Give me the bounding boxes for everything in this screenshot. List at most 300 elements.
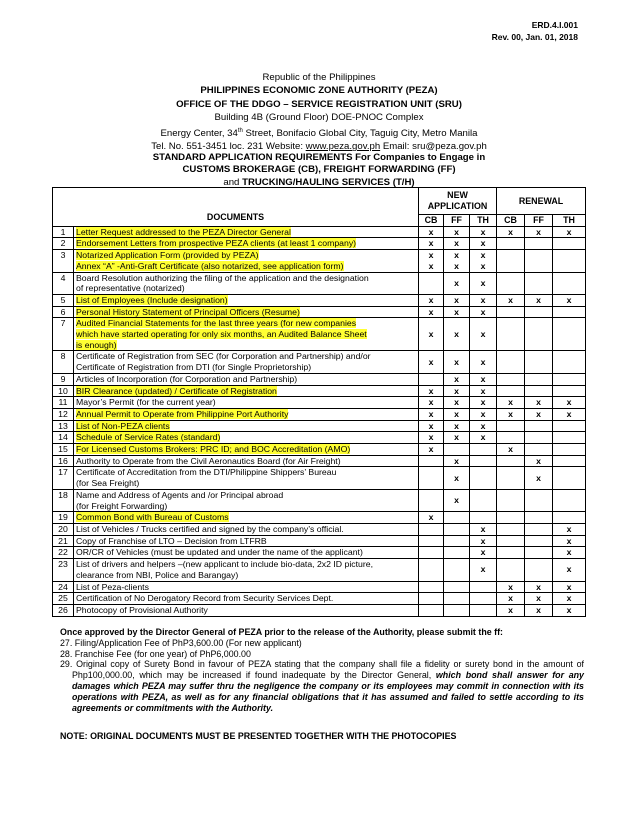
mark-th-new bbox=[470, 489, 497, 511]
mark-ff-new: x bbox=[444, 432, 470, 444]
email-link[interactable]: sru@peza.gov.ph bbox=[412, 141, 487, 153]
footer-section bbox=[60, 627, 584, 713]
mark-th-renewal: x bbox=[553, 294, 586, 306]
mark-th-new bbox=[470, 512, 497, 524]
row-number: 9 bbox=[53, 373, 74, 385]
mark-cb-new bbox=[419, 581, 444, 593]
requirement-description bbox=[74, 238, 419, 250]
requirement-description bbox=[74, 432, 419, 444]
mark-th-new: x bbox=[470, 523, 497, 535]
mark-ff-new: x bbox=[444, 455, 470, 467]
requirement-text-line: Mayor’s Permit (for the current year) bbox=[76, 397, 216, 408]
requirement-description bbox=[74, 397, 419, 409]
mark-th-new bbox=[470, 593, 497, 605]
row-number: 11 bbox=[53, 397, 74, 409]
row-number: 22 bbox=[53, 547, 74, 559]
requirement-description bbox=[74, 535, 419, 547]
mark-cb-renewal: x bbox=[497, 408, 525, 420]
mark-cb-renewal: x bbox=[497, 294, 525, 306]
requirement-text-line: Authority to Operate from the Civil Aeronautics Board (for Air Freight) bbox=[76, 455, 341, 466]
mark-th-renewal: x bbox=[553, 559, 586, 581]
mark-cb-renewal bbox=[497, 272, 525, 294]
mark-th-new: x bbox=[470, 420, 497, 432]
mark-ff-new: x x bbox=[444, 250, 470, 272]
mark-cb-renewal bbox=[497, 523, 525, 535]
requirement-text-line: For Licensed Customs Brokers: PRC ID; and BOC Accreditation (AMO) bbox=[76, 444, 351, 455]
table-row bbox=[53, 420, 586, 432]
mark-th-new bbox=[470, 444, 497, 456]
mark-cb-new bbox=[419, 535, 444, 547]
mark-cb-renewal: x bbox=[497, 604, 525, 616]
mark-cb-new: x bbox=[419, 226, 444, 238]
row-number: 1 bbox=[53, 226, 74, 238]
table-row bbox=[53, 373, 586, 385]
row-number: 19 bbox=[53, 512, 74, 524]
mark-cb-new bbox=[419, 455, 444, 467]
col-th-new: TH bbox=[470, 215, 497, 227]
mark-ff-new: x bbox=[444, 373, 470, 385]
mark-cb-new: x bbox=[419, 512, 444, 524]
mark-th-new: x bbox=[470, 559, 497, 581]
mark-cb-renewal bbox=[497, 467, 525, 489]
requirement-text-line: Audited Financial Statements for the last three years (for new companies bbox=[76, 318, 357, 329]
row-number: 23 bbox=[53, 559, 74, 581]
mark-cb-new: x bbox=[419, 385, 444, 397]
mark-cb-renewal bbox=[497, 420, 525, 432]
mark-th-new: x bbox=[470, 318, 497, 351]
requirement-text-line: Certificate of Registration from SEC (for Corporation and Partnership) and/or bbox=[76, 351, 371, 362]
table-row bbox=[53, 306, 586, 318]
mark-ff-renewal bbox=[525, 351, 553, 373]
mark-th-new: x bbox=[470, 432, 497, 444]
mark-cb-new: x bbox=[419, 397, 444, 409]
requirement-description bbox=[74, 512, 419, 524]
table-row bbox=[53, 444, 586, 456]
mark-ff-new: x bbox=[444, 306, 470, 318]
row-number: 25 bbox=[53, 593, 74, 605]
mark-th-new bbox=[470, 604, 497, 616]
table-row bbox=[53, 559, 586, 581]
mark-ff-new bbox=[444, 547, 470, 559]
mark-ff-renewal: x bbox=[525, 397, 553, 409]
col-ff-renewal: FF bbox=[525, 215, 553, 227]
mark-cb-renewal bbox=[497, 351, 525, 373]
mark-ff-renewal bbox=[525, 489, 553, 511]
row-number: 12 bbox=[53, 408, 74, 420]
mark-cb-renewal bbox=[497, 306, 525, 318]
requirement-text-line: List of Non-PEZA clients bbox=[76, 420, 170, 431]
requirement-text-line: Schedule of Service Rates (standard) bbox=[76, 432, 221, 443]
mark-cb-new: x bbox=[419, 351, 444, 373]
requirement-description bbox=[74, 547, 419, 559]
mark-cb-renewal bbox=[497, 535, 525, 547]
table-row bbox=[53, 535, 586, 547]
mark-cb-new bbox=[419, 489, 444, 511]
mark-cb-new bbox=[419, 593, 444, 605]
mark-cb-renewal bbox=[497, 559, 525, 581]
mark-ff-renewal: x bbox=[525, 604, 553, 616]
mark-cb-new: x bbox=[419, 432, 444, 444]
requirement-text-line: which have started operating for only six months, an Audited Balance Sheet bbox=[76, 329, 367, 340]
title-line-2: CUSTOMS BROKERAGE (CB), FREIGHT FORWARDING (FF) bbox=[182, 164, 456, 176]
mark-cb-new bbox=[419, 559, 444, 581]
table-row bbox=[53, 593, 586, 605]
requirement-description bbox=[74, 373, 419, 385]
mark-th-new: x bbox=[470, 226, 497, 238]
mark-th-renewal: x bbox=[553, 226, 586, 238]
mark-cb-renewal bbox=[497, 373, 525, 385]
mark-ff-new: x bbox=[444, 272, 470, 294]
mark-ff-new bbox=[444, 444, 470, 456]
mark-ff-renewal bbox=[525, 318, 553, 351]
mark-th-renewal bbox=[553, 489, 586, 511]
building-line: Building 4B (Ground Floor) DOE-PNOC Complex bbox=[214, 112, 424, 124]
mark-cb-renewal bbox=[497, 432, 525, 444]
row-number: 2 bbox=[53, 238, 74, 250]
requirement-description bbox=[74, 467, 419, 489]
address-superscript: th bbox=[237, 127, 243, 134]
mark-ff-new bbox=[444, 559, 470, 581]
table-row bbox=[53, 547, 586, 559]
republic-line: Republic of the Philippines bbox=[262, 72, 376, 83]
requirements-table bbox=[52, 187, 586, 617]
table-row bbox=[53, 581, 586, 593]
row-number: 6 bbox=[53, 306, 74, 318]
mark-th-renewal: x bbox=[553, 593, 586, 605]
office-name: OFFICE OF THE DDGO – SERVICE REGISTRATION UNIT (SRU) bbox=[176, 98, 462, 110]
mark-th-renewal: x bbox=[553, 535, 586, 547]
mark-cb-renewal bbox=[497, 238, 525, 250]
mark-th-new: x x bbox=[470, 250, 497, 272]
mark-cb-new: x bbox=[419, 294, 444, 306]
table-row bbox=[53, 250, 586, 272]
table-row bbox=[53, 318, 586, 351]
mark-th-renewal bbox=[553, 385, 586, 397]
requirement-description bbox=[74, 306, 419, 318]
mark-th-new: x bbox=[470, 306, 497, 318]
mark-ff-renewal: x bbox=[525, 581, 553, 593]
mark-cb-renewal: x bbox=[497, 581, 525, 593]
row-number: 16 bbox=[53, 455, 74, 467]
mark-cb-new: x bbox=[419, 420, 444, 432]
col-cb-renewal: CB bbox=[497, 215, 525, 227]
mark-th-new bbox=[470, 455, 497, 467]
table-row bbox=[53, 523, 586, 535]
title-line-3-prefix: and bbox=[223, 176, 243, 188]
mark-th-new bbox=[470, 467, 497, 489]
mark-th-renewal: x bbox=[553, 523, 586, 535]
requirement-text-line: Notarized Application Form (provided by PEZA) bbox=[76, 250, 259, 261]
mark-th-new: x bbox=[470, 272, 497, 294]
row-number: 5 bbox=[53, 294, 74, 306]
authority-name: PHILIPPINES ECONOMIC ZONE AUTHORITY (PEZA) bbox=[200, 85, 438, 97]
mark-cb-new bbox=[419, 604, 444, 616]
mark-ff-renewal bbox=[525, 523, 553, 535]
mark-th-renewal bbox=[553, 272, 586, 294]
requirements-body bbox=[53, 226, 586, 616]
mark-th-renewal bbox=[553, 512, 586, 524]
requirement-text-line: Copy of Franchise of LTO – Decision from LTFRB bbox=[76, 535, 267, 546]
mark-ff-new bbox=[444, 581, 470, 593]
mark-cb-renewal bbox=[497, 385, 525, 397]
requirement-text-line: List of Employees (Include designation) bbox=[76, 294, 228, 305]
item-28: 28. Franchise Fee (for one year) of PhP6,000.00 bbox=[60, 648, 251, 659]
table-row bbox=[53, 489, 586, 511]
requirement-text-line: List of Peza-clients bbox=[76, 581, 149, 592]
mark-ff-renewal bbox=[525, 512, 553, 524]
row-number: 13 bbox=[53, 420, 74, 432]
requirement-description bbox=[74, 294, 419, 306]
mark-cb-new: x bbox=[419, 238, 444, 250]
mark-th-renewal: x bbox=[553, 408, 586, 420]
mark-th-renewal: x bbox=[553, 547, 586, 559]
requirement-text-line: Annual Permit to Operate from Philippine Port Authority bbox=[76, 408, 289, 419]
mark-cb-renewal: x bbox=[497, 397, 525, 409]
requirement-text-line: Endorsement Letters from prospective PEZA clients (at least 1 company) bbox=[76, 238, 357, 249]
requirement-description bbox=[74, 581, 419, 593]
letterhead bbox=[0, 71, 638, 154]
requirement-description bbox=[74, 455, 419, 467]
approval-instruction: Once approved by the Director General of PEZA prior to the release of the Authority, please submit the ff: bbox=[60, 627, 504, 637]
mark-th-renewal bbox=[553, 250, 586, 272]
table-row bbox=[53, 294, 586, 306]
col-th-renewal: TH bbox=[553, 215, 586, 227]
requirement-description bbox=[74, 408, 419, 420]
requirement-description bbox=[74, 226, 419, 238]
mark-ff-renewal bbox=[525, 385, 553, 397]
mark-ff-new: x bbox=[444, 238, 470, 250]
table-row bbox=[53, 512, 586, 524]
requirement-description bbox=[74, 444, 419, 456]
row-number: 7 bbox=[53, 318, 74, 351]
requirement-text-line: OR/CR of Vehicles (must be updated and under the name of the applicant) bbox=[76, 547, 363, 558]
mark-ff-renewal: x bbox=[525, 408, 553, 420]
mark-th-new: x bbox=[470, 294, 497, 306]
mark-ff-new: x bbox=[444, 226, 470, 238]
mark-ff-new: x bbox=[444, 420, 470, 432]
row-number: 8 bbox=[53, 351, 74, 373]
mark-th-renewal bbox=[553, 432, 586, 444]
row-number: 4 bbox=[53, 272, 74, 294]
mark-th-renewal: x bbox=[553, 604, 586, 616]
requirement-description bbox=[74, 351, 419, 373]
address-line bbox=[0, 125, 638, 141]
mark-th-renewal bbox=[553, 318, 586, 351]
mark-cb-renewal bbox=[497, 250, 525, 272]
mark-ff-renewal bbox=[525, 306, 553, 318]
mark-ff-new bbox=[444, 523, 470, 535]
mark-cb-renewal: x bbox=[497, 593, 525, 605]
mark-th-new: x bbox=[470, 351, 497, 373]
mark-ff-renewal: x bbox=[525, 467, 553, 489]
mark-cb-new bbox=[419, 272, 444, 294]
title-line-1: STANDARD APPLICATION REQUIREMENTS For Companies to Engage in bbox=[152, 152, 486, 163]
requirement-description bbox=[74, 593, 419, 605]
requirement-description bbox=[74, 272, 419, 294]
mark-cb-new: x bbox=[419, 318, 444, 351]
requirement-text-line: Common Bond with Bureau of Customs bbox=[76, 512, 229, 523]
mark-ff-renewal bbox=[525, 535, 553, 547]
mark-cb-new: x x bbox=[419, 250, 444, 272]
requirement-text-line: Letter Request addressed to the PEZA Director General bbox=[76, 226, 291, 237]
mark-ff-new: x bbox=[444, 397, 470, 409]
requirement-text-line: (for Sea Freight) bbox=[76, 478, 140, 489]
mark-cb-new: x bbox=[419, 444, 444, 456]
mark-ff-renewal: x bbox=[525, 226, 553, 238]
mark-cb-new bbox=[419, 373, 444, 385]
mark-th-renewal bbox=[553, 238, 586, 250]
mark-cb-new: x bbox=[419, 306, 444, 318]
row-number: 15 bbox=[53, 444, 74, 456]
row-number: 21 bbox=[53, 535, 74, 547]
mark-th-new: x bbox=[470, 238, 497, 250]
mark-cb-renewal bbox=[497, 455, 525, 467]
table-row bbox=[53, 455, 586, 467]
mark-ff-renewal bbox=[525, 238, 553, 250]
mark-th-new: x bbox=[470, 373, 497, 385]
col-cb-new: CB bbox=[419, 215, 444, 227]
mark-th-new: x bbox=[470, 397, 497, 409]
requirement-text-line: of representative (notarized) bbox=[76, 283, 185, 294]
requirement-description bbox=[74, 489, 419, 511]
requirement-text-line: (for Freight Forwarding) bbox=[76, 500, 168, 511]
mark-th-new: x bbox=[470, 547, 497, 559]
email-label: Email: bbox=[380, 141, 413, 153]
requirement-text-line: List of drivers and helpers –(new applicant to include bio-data, 2x2 ID picture, bbox=[76, 559, 373, 570]
mark-ff-renewal bbox=[525, 420, 553, 432]
item-29-text: 29. Original copy of Surety Bond in favour of PEZA stating that the company shall file a fidelity or surety bond in the amount of Php100,000.00, which may be increased if found inadequate by the Director General, bbox=[60, 659, 584, 681]
mark-th-renewal bbox=[553, 467, 586, 489]
photocopy-note: NOTE: ORIGINAL DOCUMENTS MUST BE PRESENTED TOGETHER WITH THE PHOTOCOPIES bbox=[60, 731, 457, 741]
requirement-text-line: Articles of Incorporation (for Corporation and Partnership) bbox=[76, 373, 298, 384]
mark-ff-new: x bbox=[444, 408, 470, 420]
mark-ff-renewal bbox=[525, 444, 553, 456]
mark-cb-new: x bbox=[419, 408, 444, 420]
mark-ff-renewal bbox=[525, 272, 553, 294]
mark-ff-renewal: x bbox=[525, 593, 553, 605]
mark-ff-new bbox=[444, 512, 470, 524]
table-row bbox=[53, 238, 586, 250]
requirement-text-line: Certificate of Registration from DTI (for Single Proprietorship) bbox=[76, 362, 312, 373]
new-application-header: NEW APPLICATION bbox=[419, 188, 497, 215]
table-row bbox=[53, 397, 586, 409]
mark-ff-renewal bbox=[525, 373, 553, 385]
row-number: 3 bbox=[53, 250, 74, 272]
mark-th-renewal bbox=[553, 306, 586, 318]
document-reference bbox=[492, 19, 578, 43]
table-row bbox=[53, 604, 586, 616]
requirement-text-line: List of Vehicles / Trucks certified and signed by the company’s official. bbox=[76, 523, 344, 534]
mark-cb-renewal: x bbox=[497, 444, 525, 456]
mark-th-renewal: x bbox=[553, 581, 586, 593]
table-row bbox=[53, 408, 586, 420]
renewal-header: RENEWAL bbox=[497, 188, 586, 215]
requirement-description bbox=[74, 523, 419, 535]
requirement-text-line: Annex “A” -Anti-Graft Certificate (also notarized, see application form) bbox=[76, 260, 344, 271]
mark-ff-renewal: x bbox=[525, 294, 553, 306]
mark-th-new: x bbox=[470, 535, 497, 547]
table-row bbox=[53, 351, 586, 373]
requirement-text-line: Personal History Statement of Principal Officers (Resume) bbox=[76, 306, 300, 317]
requirement-description bbox=[74, 559, 419, 581]
mark-cb-renewal bbox=[497, 318, 525, 351]
mark-ff-new: x bbox=[444, 318, 470, 351]
requirement-text-line: is enough) bbox=[76, 339, 117, 350]
item-27: 27. Filing/Application Fee of PhP3,600.00 (For new applicant) bbox=[60, 637, 302, 648]
mark-ff-new: x bbox=[444, 351, 470, 373]
document-code: ERD.4.I.001 bbox=[531, 20, 578, 30]
table-row bbox=[53, 385, 586, 397]
mark-ff-new: x bbox=[444, 385, 470, 397]
telephone-text: Tel. No. 551-3451 loc. 231 Website: bbox=[151, 141, 306, 153]
requirement-text-line: Certificate of Accreditation from the DTI/Philippine Shippers’ Bureau bbox=[76, 467, 337, 478]
table-row bbox=[53, 272, 586, 294]
requirement-text-line: Photocopy of Provisional Authority bbox=[76, 604, 208, 615]
requirement-text-line: Certification of No Derogatory Record from Security Services Dept. bbox=[76, 593, 334, 604]
row-number: 14 bbox=[53, 432, 74, 444]
mark-ff-new: x bbox=[444, 294, 470, 306]
requirement-text-line: clearance from NBI, Police and Barangay) bbox=[76, 569, 239, 580]
website-link[interactable]: www.peza.gov.ph bbox=[305, 141, 381, 153]
requirement-text-line: BIR Clearance (updated) / Certificate of Registration bbox=[76, 385, 277, 396]
mark-ff-new bbox=[444, 593, 470, 605]
requirement-text-line: Name and Address of Agents and /or Principal abroad bbox=[76, 489, 284, 500]
mark-th-renewal bbox=[553, 444, 586, 456]
item-29 bbox=[60, 659, 584, 713]
mark-cb-renewal: x bbox=[497, 226, 525, 238]
mark-th-new: x bbox=[470, 385, 497, 397]
mark-th-renewal bbox=[553, 455, 586, 467]
item-29-bold-text: which bond shall answer for any damages which PEZA may suffer thru the negligence the company or its employees may commit in connection with its operations with PEZA, as well as for any financial obligations that it has assumed and failed to settle according to its agreements or commitments with the Authority. bbox=[72, 670, 584, 713]
table-row bbox=[53, 467, 586, 489]
mark-th-new bbox=[470, 581, 497, 593]
mark-ff-new: x bbox=[444, 467, 470, 489]
document-title bbox=[0, 152, 638, 189]
mark-th-renewal bbox=[553, 373, 586, 385]
address-prefix: Energy Center, 34 bbox=[160, 127, 238, 139]
row-number: 18 bbox=[53, 489, 74, 511]
mark-cb-renewal bbox=[497, 512, 525, 524]
mark-th-renewal bbox=[553, 351, 586, 373]
mark-ff-new bbox=[444, 604, 470, 616]
mark-cb-new bbox=[419, 523, 444, 535]
row-number: 24 bbox=[53, 581, 74, 593]
mark-ff-renewal bbox=[525, 547, 553, 559]
requirement-description bbox=[74, 250, 419, 272]
address-suffix: Street, Bonifacio Global City, Taguig City, Metro Manila bbox=[242, 127, 478, 139]
requirement-description bbox=[74, 318, 419, 351]
mark-cb-renewal bbox=[497, 547, 525, 559]
mark-cb-new bbox=[419, 547, 444, 559]
table-row bbox=[53, 226, 586, 238]
requirement-text-line: Board Resolution authorizing the filing of the application and the designation bbox=[76, 272, 369, 283]
mark-th-new: x bbox=[470, 408, 497, 420]
row-number: 17 bbox=[53, 467, 74, 489]
table-row bbox=[53, 432, 586, 444]
mark-ff-new: x bbox=[444, 489, 470, 511]
mark-th-renewal: x bbox=[553, 397, 586, 409]
row-number: 26 bbox=[53, 604, 74, 616]
mark-ff-renewal: x bbox=[525, 455, 553, 467]
revision-date: Rev. 00, Jan. 01, 2018 bbox=[491, 32, 578, 42]
mark-ff-renewal bbox=[525, 559, 553, 581]
mark-ff-renewal bbox=[525, 432, 553, 444]
documents-header: DOCUMENTS bbox=[53, 188, 419, 227]
title-line-3-bold: TRUCKING/HAULING SERVICES (T/H) bbox=[242, 176, 415, 188]
row-number: 20 bbox=[53, 523, 74, 535]
mark-cb-new bbox=[419, 467, 444, 489]
requirement-description bbox=[74, 604, 419, 616]
